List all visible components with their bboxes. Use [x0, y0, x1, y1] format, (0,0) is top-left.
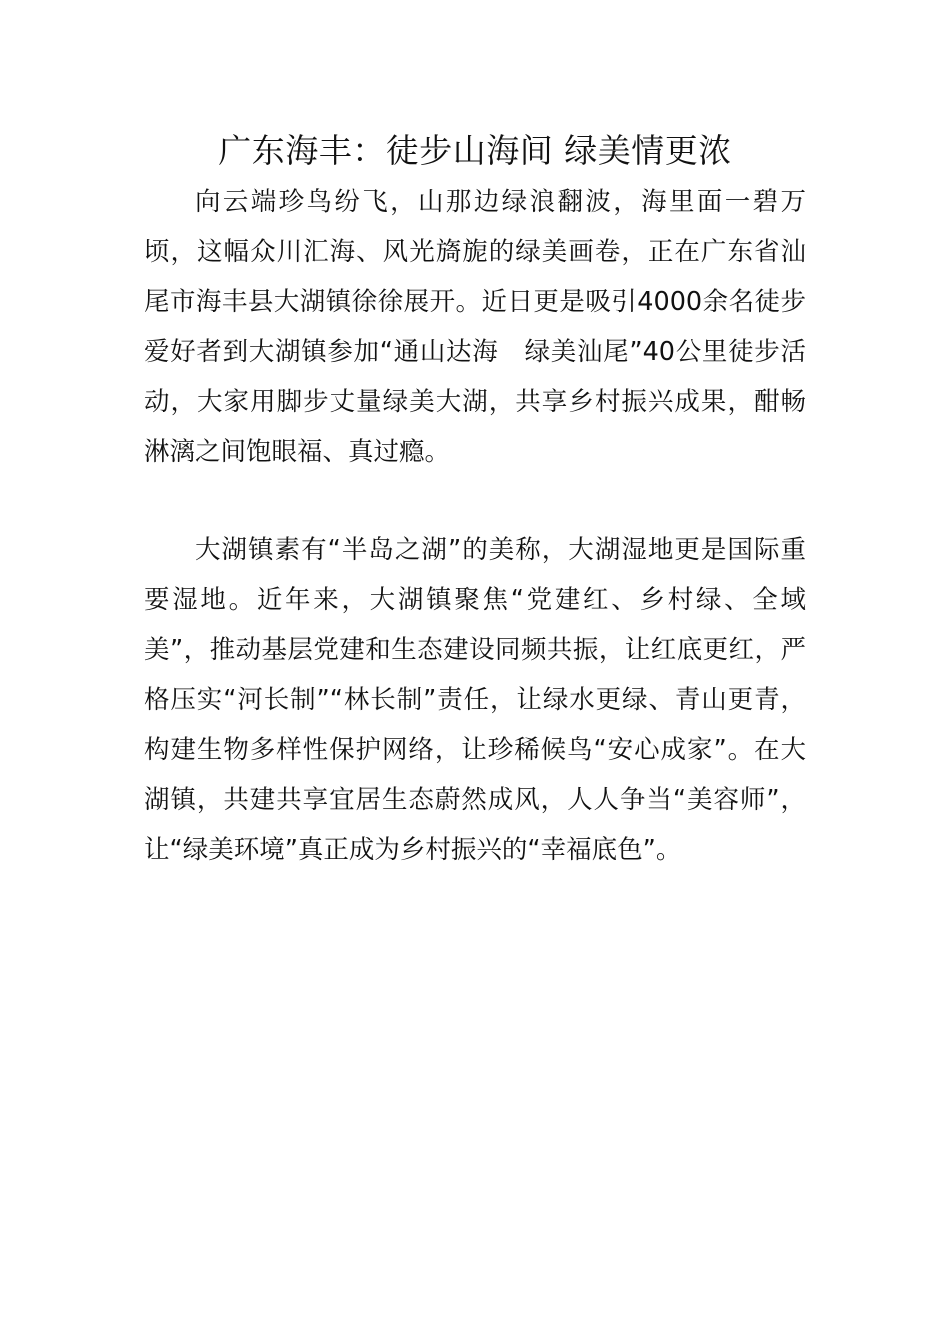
paragraph-1: 向云端珍鸟纷飞，山那边绿浪翻波，海里面一碧万顷，这幅众川汇海、风光旖旎的绿美画卷，正在广东省汕尾市海丰县大湖镇徐徐展开。近日更是吸引4000余名徒步爱好者到大湖镇参加“通山达海 绿美汕尾”40公里徒步活动，大家用脚步丈量绿美大湖，共享乡村振兴成果，酣畅淋漓之间饱眼福、真过瘾。 [144, 187, 806, 467]
paragraph-2: 大湖镇素有“半岛之湖”的美称，大湖湿地更是国际重要湿地。近年来，大湖镇聚焦“党建红、乡村绿、全域美”，推动基层党建和生态建设同频共振，让红底更红，严格压实“河长制”“林长制”责任，让绿水更绿、青山更青，构建生物多样性保护网络，让珍稀候鸟“安心成家”。在大湖镇，共建共享宜居生态蔚然成风，人人争当“美容师”，让“绿美环境”真正成为乡村振兴的“幸福底色”。 [144, 535, 806, 865]
document-title: 广东海丰：徒步山海间 绿美情更浓 [218, 131, 732, 170]
